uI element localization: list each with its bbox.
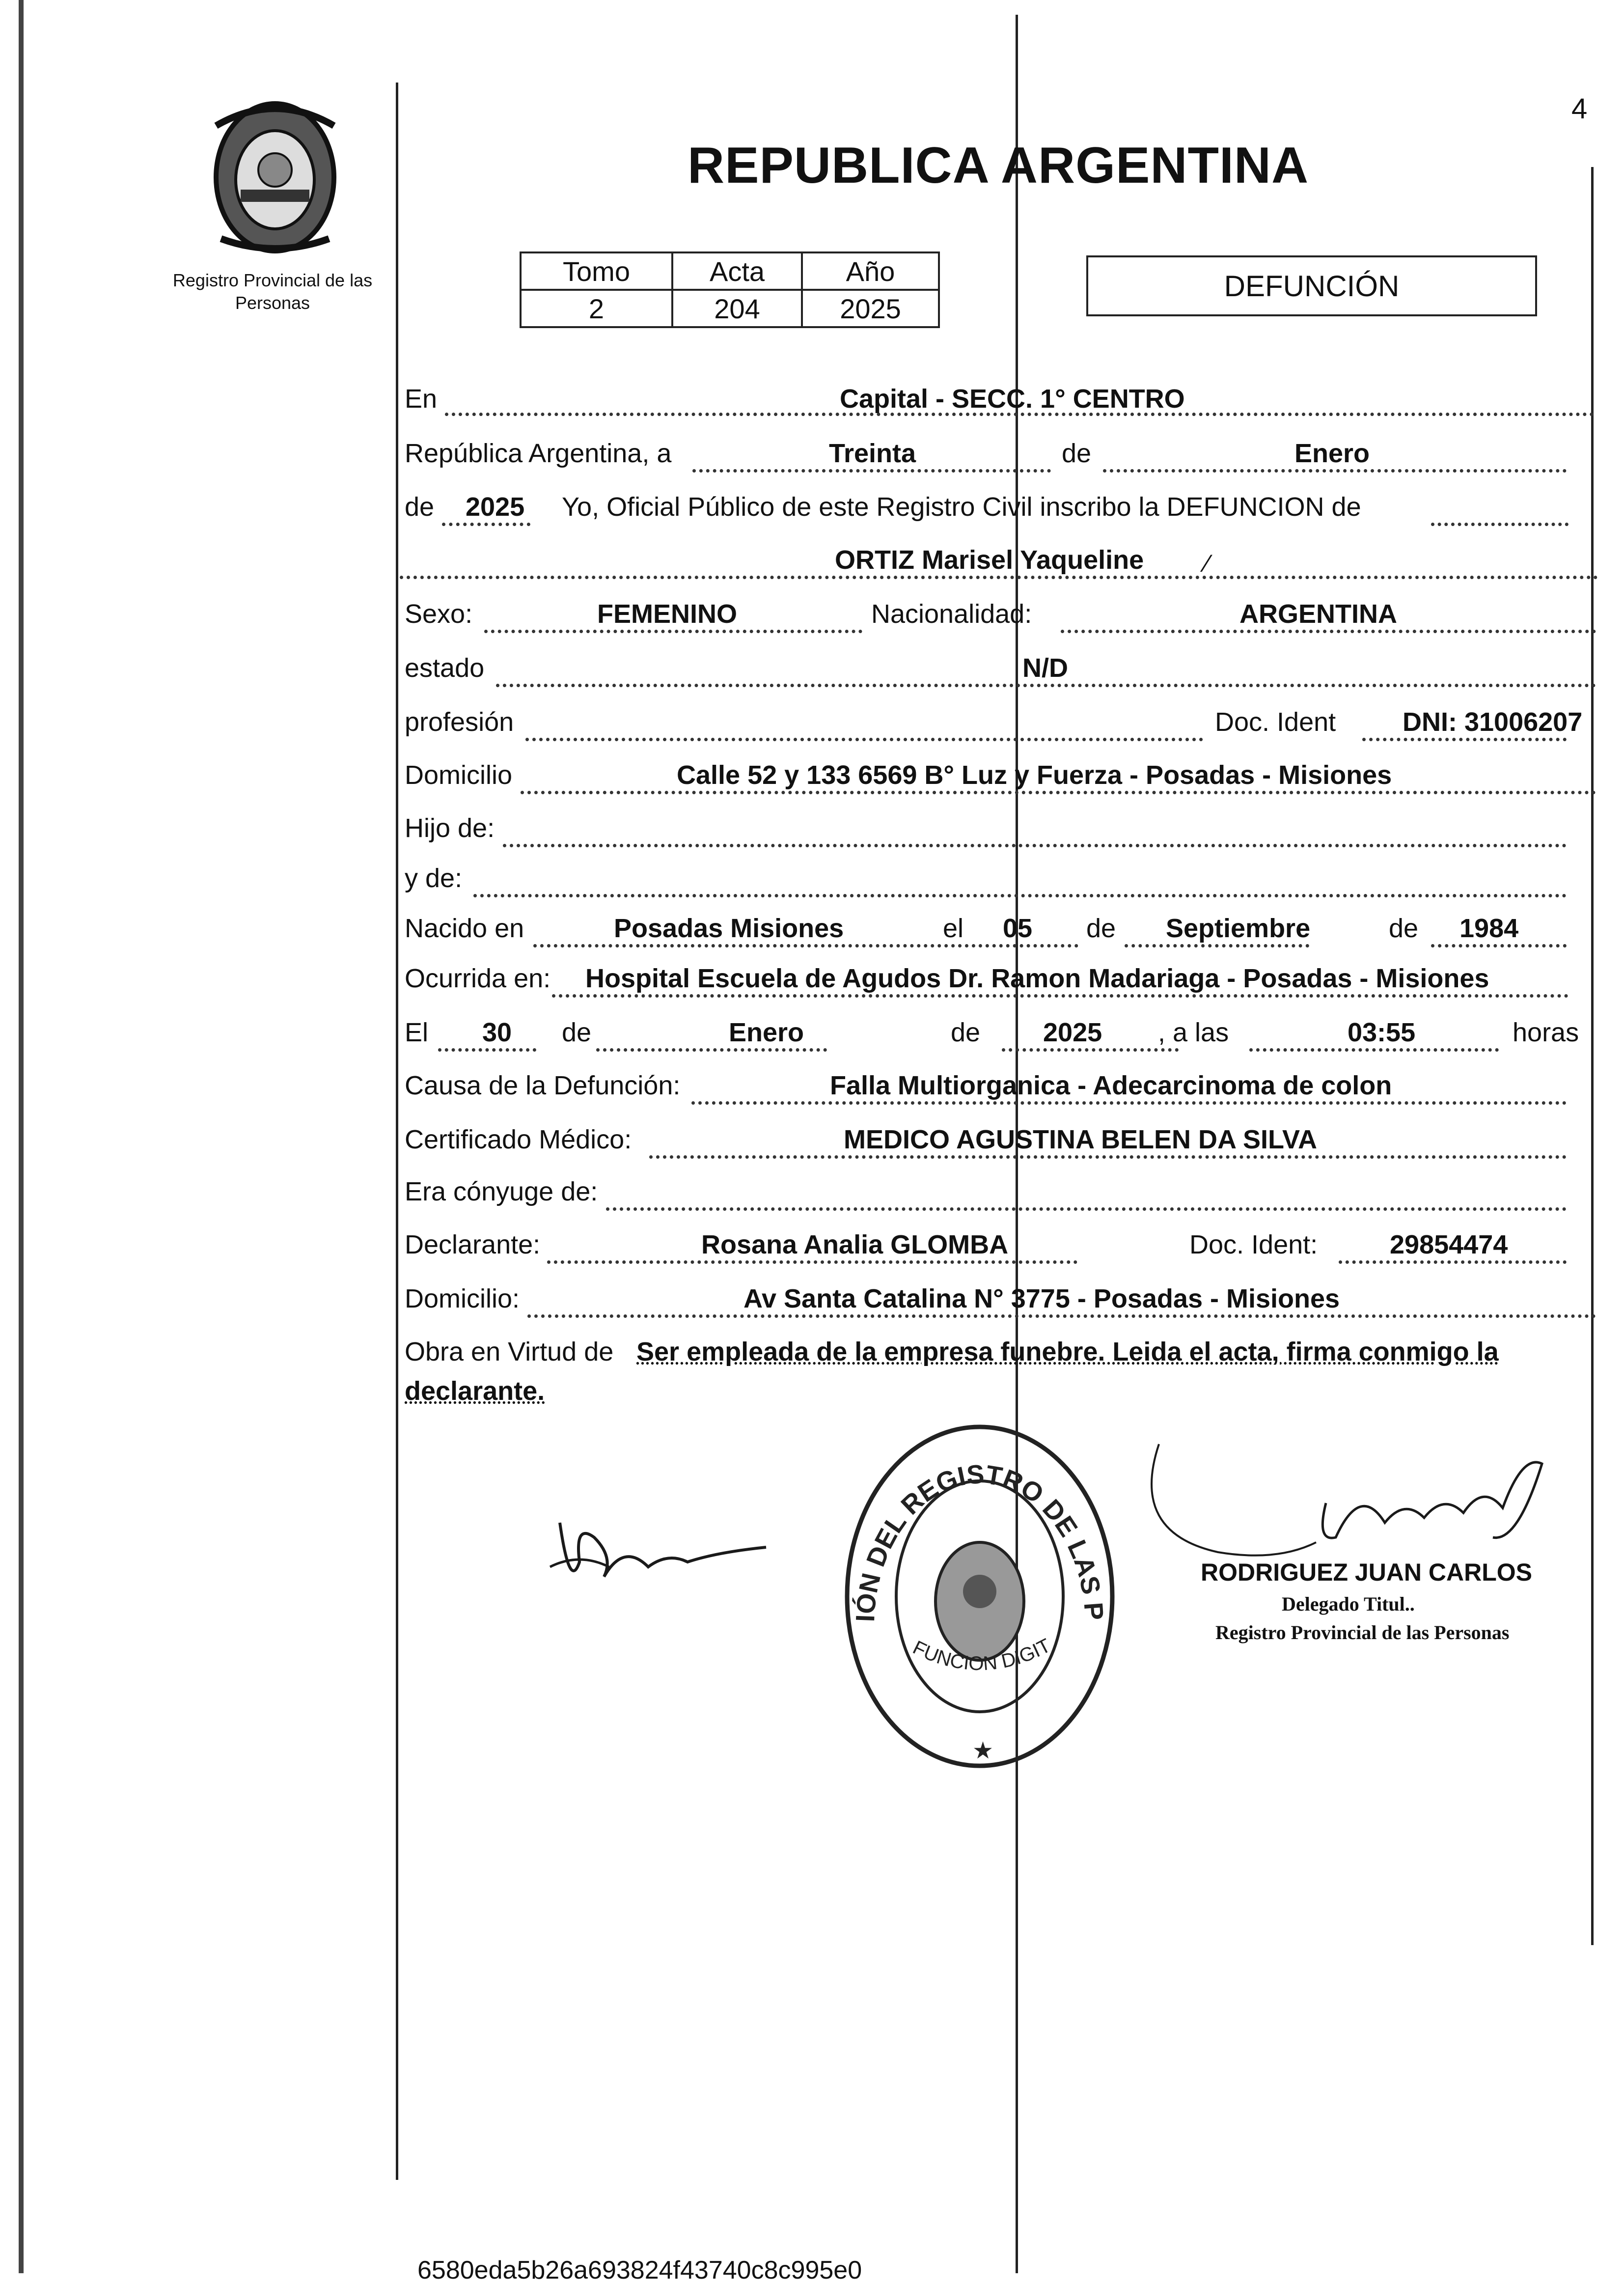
anio-value: 2025 [466, 492, 525, 522]
row-ocurrida [400, 964, 1598, 1003]
act-type-label: DEFUNCIÓN [1224, 269, 1400, 303]
declarante-value: Rosana Analia GLOMBA [701, 1230, 1009, 1259]
de6-label: de [951, 1018, 981, 1047]
row-nacido [400, 914, 1598, 953]
conyuge-label: Era cónyuge de: [405, 1177, 598, 1206]
nacido-mes-value: Septiembre [1166, 914, 1311, 943]
anio-header: Año [802, 252, 939, 290]
muerte-mes-value: Enero [729, 1018, 804, 1047]
obra-line-1: Ser empleada de la empresa funebre. Leida el acta, firma conmigo la [636, 1337, 1499, 1366]
causa-value: Falla Multiorganica - Adecarcinoma de colon [830, 1071, 1392, 1100]
row-en [400, 384, 1598, 423]
obra-label: Obra en Virtud de [405, 1337, 614, 1366]
row-fecha [400, 439, 1598, 478]
doc-value: DNI: 31006207 [1403, 707, 1583, 737]
estado-label: estado [405, 653, 485, 683]
domicilio2-value: Av Santa Catalina N° 3775 - Posadas - Misiones [743, 1284, 1340, 1313]
row-domicilio [400, 760, 1598, 800]
province-seal-icon [196, 96, 354, 258]
row-causa [400, 1071, 1598, 1110]
de-label: de [1062, 439, 1092, 468]
yde-label: y de: [405, 864, 463, 893]
ocurrida-label: Ocurrida en: [405, 964, 551, 993]
el2-label: El [405, 1018, 429, 1047]
row-nombre [400, 545, 1598, 585]
obra-line-2: declarante. [405, 1376, 545, 1406]
official-org: Registro Provincial de las Personas [1215, 1621, 1510, 1644]
row-estado [400, 653, 1598, 693]
nacido-label: Nacido en [405, 914, 524, 943]
doc2-value: 29854474 [1390, 1230, 1508, 1259]
tomo-value: 2 [521, 290, 672, 327]
left-edge-bar [19, 0, 24, 2273]
acta-header: Acta [672, 252, 802, 290]
nacido-dia-value: 05 [1003, 914, 1033, 943]
de2-label: de [405, 492, 435, 522]
de5-label: de [562, 1018, 592, 1047]
causa-label: Causa de la Defunción: [405, 1071, 681, 1100]
horas-label: horas [1513, 1018, 1579, 1047]
nacido-lugar-value: Posadas Misiones [614, 914, 844, 943]
doc-label: Doc. Ident [1215, 707, 1336, 737]
row-obra [400, 1337, 1598, 1416]
stamp-outer-text: IÓN DEL REGISTRO DE LAS P [851, 1459, 1109, 1623]
el-label: el [943, 914, 964, 943]
row-certificado [400, 1125, 1598, 1164]
doc2-label: Doc. Ident: [1189, 1230, 1318, 1259]
registry-name: Registro Provincial de las Personas [172, 270, 373, 313]
acta-value: 204 [672, 290, 802, 327]
row-sexo [400, 599, 1598, 639]
row-yde [400, 864, 1598, 903]
domicilio-value: Calle 52 y 133 6569 B° Luz y Fuerza - Posadas - Misiones [677, 760, 1392, 790]
de4-label: de [1389, 914, 1419, 943]
certificado-label: Certificado Médico: [405, 1125, 632, 1154]
de3-label: de [1086, 914, 1116, 943]
left-margin-line [396, 83, 398, 2180]
page-number: 4 [1571, 93, 1588, 125]
row-fecha-defuncion [400, 1018, 1598, 1057]
estado-value: N/D [1022, 653, 1068, 683]
row-domicilio2 [400, 1284, 1598, 1323]
reference-table [520, 251, 940, 328]
profesion-label: profesión [405, 707, 514, 737]
declarant-signature-icon [540, 1493, 776, 1601]
check-mark-icon: ⁄ [1205, 550, 1210, 577]
svg-text:★: ★ [972, 1737, 994, 1764]
domicilio-label: Domicilio [405, 760, 513, 790]
declarante-label: Declarante: [405, 1230, 541, 1259]
en-value: Capital - SECC. 1° CENTRO [840, 384, 1185, 414]
row-profesion [400, 707, 1598, 747]
nacido-anio-value: 1984 [1459, 914, 1519, 943]
certificado-value: MEDICO AGUSTINA BELEN DA SILVA [844, 1125, 1318, 1154]
mes-value: Enero [1294, 439, 1370, 468]
row-hijo [400, 813, 1598, 853]
nombre-value: ORTIZ Marisel Yaqueline [835, 545, 1144, 575]
act-type-box [1086, 255, 1537, 316]
hora-value: 03:55 [1348, 1018, 1416, 1047]
nacionalidad-value: ARGENTINA [1239, 599, 1397, 629]
dia-value: Treinta [829, 439, 916, 468]
sexo-value: FEMENINO [597, 599, 738, 629]
alas-label: , a las [1158, 1018, 1229, 1047]
sexo-label: Sexo: [405, 599, 473, 629]
official-role: Delegado Titul.. [1282, 1593, 1415, 1615]
row-conyuge [400, 1177, 1598, 1216]
muerte-anio-value: 2025 [1043, 1018, 1102, 1047]
anio-value: 2025 [802, 290, 939, 327]
tomo-header: Tomo [521, 252, 672, 290]
official-name: RODRIGUEZ JUAN CARLOS [1201, 1559, 1533, 1586]
document-hash: 6580eda5b26a693824f43740c8c995e0 [417, 2256, 862, 2285]
inscribo-text: Yo, Oficial Público de este Registro Civil inscribo la DEFUNCION de [562, 492, 1361, 522]
hijo-label: Hijo de: [405, 813, 495, 843]
ocurrida-value: Hospital Escuela de Agudos Dr. Ramon Madariaga - Posadas - Misiones [585, 964, 1489, 993]
page-title: REPUBLICA ARGENTINA [688, 137, 1309, 194]
muerte-dia-value: 30 [482, 1018, 512, 1047]
row-inscribo [400, 492, 1598, 531]
stamp-inner-text: FUNCION DIGIT [909, 1635, 1053, 1675]
republica-label: República Argentina, a [405, 439, 672, 468]
en-label: En [405, 384, 438, 414]
row-declarante [400, 1230, 1598, 1269]
registry-stamp-icon [835, 1415, 1125, 1778]
nacionalidad-label: Nacionalidad: [871, 599, 1032, 629]
domicilio2-label: Domicilio: [405, 1284, 520, 1313]
